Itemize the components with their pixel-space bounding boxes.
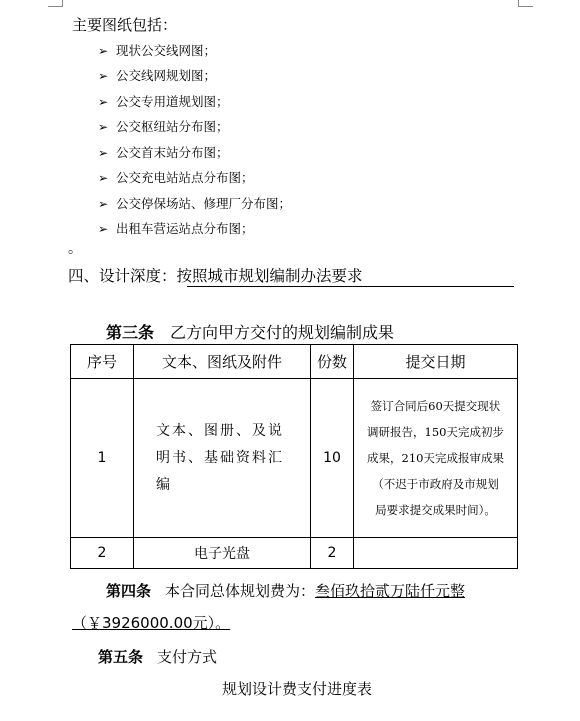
article-4-text: 本合同总体规划费为： — [165, 582, 316, 600]
page-corner-mark-left — [48, 0, 63, 7]
column-header: 序号 — [71, 345, 134, 379]
arrow-bullet-icon: ➢ — [98, 222, 109, 237]
table-row — [71, 538, 518, 569]
table-header-row — [71, 345, 518, 379]
article-4-label: 第四条 — [106, 582, 152, 600]
deliverable-item: 文本、图册、及说明书、基础资料汇编 — [134, 379, 311, 538]
article-5-label: 第五条 — [98, 648, 144, 666]
fee-in-words: 叁佰玖拾贰万陆仟元整 — [315, 582, 466, 600]
arrow-bullet-icon: ➢ — [98, 94, 109, 109]
submission-date-line: （不迟于市政府及市规划 — [372, 477, 499, 491]
submission-date-line: 签订合同后60天提交现状 — [370, 399, 501, 413]
row-number: 2 — [71, 538, 134, 569]
submission-date-line: 局要求提交成果时间）。 — [375, 503, 496, 517]
article-3-heading — [106, 320, 394, 343]
list-item — [98, 166, 291, 192]
drawings-list — [98, 38, 291, 242]
section-4-prefix: 四、设计深度： — [68, 267, 177, 285]
column-header: 份数 — [311, 345, 354, 379]
list-item — [98, 217, 291, 243]
drawing-item-label: 公交枢纽站分布图； — [116, 119, 229, 135]
drawing-item-label: 公交首末站分布图； — [116, 144, 229, 160]
arrow-bullet-icon: ➢ — [98, 145, 109, 160]
drawing-item-label: 公交停保场站、修理厂分布图； — [116, 195, 292, 211]
stray-period: 。 — [68, 241, 82, 257]
submission-date — [354, 379, 518, 538]
submission-date — [354, 538, 518, 569]
arrow-bullet-icon: ➢ — [98, 171, 109, 186]
submission-date-line: 成果，210天完成报审成果 — [367, 451, 504, 465]
copies-count: 10 — [311, 379, 354, 538]
list-item — [98, 89, 291, 115]
drawing-item-label: 出租车营运站点分布图； — [116, 221, 254, 237]
copies-count: 2 — [311, 538, 354, 569]
article-5-heading — [98, 646, 217, 667]
drawing-item-label: 公交充电站站点分布图； — [116, 170, 254, 186]
column-header: 提交日期 — [354, 345, 518, 379]
arrow-bullet-icon: ➢ — [98, 69, 109, 84]
article-4-heading — [106, 580, 465, 601]
list-item — [98, 38, 291, 64]
drawing-item-label: 公交专用道规划图； — [116, 93, 229, 109]
section-4-underline — [187, 286, 514, 287]
arrow-bullet-icon: ➢ — [98, 43, 109, 58]
drawings-heading: 主要图纸包括： — [72, 16, 178, 34]
column-header: 文本、图纸及附件 — [134, 345, 311, 379]
fee-amount: （￥3926000.00元）。 — [72, 614, 231, 632]
payment-schedule-title: 规划设计费支付进度表 — [222, 680, 373, 698]
section-4-text: 按照城市规划编制办法要求 — [176, 267, 363, 285]
drawing-item-label: 现状公交线网图； — [116, 42, 217, 58]
drawing-item-label: 公交线网规划图； — [116, 68, 217, 84]
article-3-text: 乙方向甲方交付的规划编制成果 — [170, 323, 395, 342]
list-item — [98, 115, 291, 141]
row-number: 1 — [71, 379, 134, 538]
deliverable-item: 电子光盘 — [134, 538, 311, 569]
article-5-text: 支付方式 — [157, 648, 218, 666]
list-item — [98, 140, 291, 166]
list-item — [98, 191, 291, 217]
article-3-label: 第三条 — [106, 323, 155, 342]
page-corner-mark-right — [518, 0, 533, 7]
deliverables-table — [70, 344, 518, 569]
list-item — [98, 64, 291, 90]
submission-date-line: 调研报告，150天完成初步 — [367, 425, 504, 439]
arrow-bullet-icon: ➢ — [98, 120, 109, 135]
arrow-bullet-icon: ➢ — [98, 196, 109, 211]
table-row — [71, 379, 518, 538]
section-4-heading — [68, 264, 363, 286]
